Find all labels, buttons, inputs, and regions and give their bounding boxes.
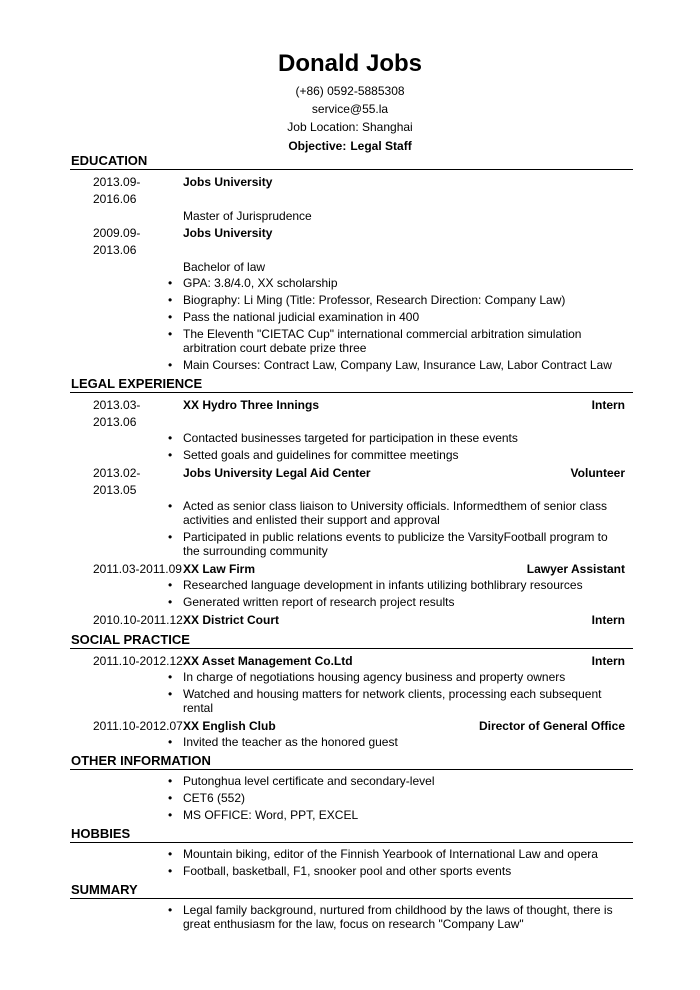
bullet-list — [168, 735, 633, 749]
entry-organization: XX English Club — [183, 719, 276, 733]
resume-section — [70, 752, 633, 822]
entry-header — [70, 397, 633, 431]
bullet-item: • Acted as senior class liaison to University officials. Informedthem of senior class activities and enlisted their support and approval — [168, 499, 625, 527]
bullet-list — [168, 431, 633, 462]
section-entries — [70, 843, 633, 878]
entry-role: Intern — [591, 398, 625, 412]
bullet-item: • MS OFFICE: Word, PPT, EXCEL — [168, 808, 625, 822]
bullet-item: • Participated in public relations events to publicize the VarsityFootball program to the surrounding community — [168, 530, 625, 558]
bullet-list — [168, 903, 633, 931]
section-entries — [70, 170, 633, 372]
entry — [70, 718, 633, 749]
bullet-list — [168, 499, 633, 558]
resume-sections — [70, 152, 633, 934]
bullet-item: • Main Courses: Contract Law, Company Law, Insurance Law, Labor Contract Law — [168, 358, 625, 372]
email-address: service@55.la — [311, 102, 389, 116]
entry-date-cell — [70, 174, 183, 208]
bullet-item: • In charge of negotiations housing agency business and property owners — [168, 670, 625, 684]
entry-date-cell — [70, 397, 183, 431]
entry-header — [70, 612, 633, 629]
entry-organization: Jobs University Legal Aid Center — [183, 466, 371, 480]
section-title: HOBBIES — [70, 825, 633, 843]
entry-role: Volunteer — [570, 466, 625, 480]
entry — [70, 653, 633, 715]
phone-number: (+86) 0592-5885308 — [295, 84, 405, 98]
candidate-name: Donald Jobs — [277, 50, 422, 77]
entry-date: 2011.03-2011.09 — [93, 562, 182, 576]
bullet-item: • Researched language development in infants utilizing bothlibrary resources — [168, 578, 625, 592]
entry-date: 2013.03-2013.06 — [93, 398, 141, 429]
entry-date: 2013.02-2013.05 — [93, 466, 141, 497]
entry-organization: Jobs University — [183, 175, 273, 189]
resume-section — [70, 152, 633, 372]
entry-date: 2009.09-2013.06 — [93, 226, 141, 257]
entry — [70, 847, 633, 878]
resume-section — [70, 375, 633, 629]
bullet-item: • Watched and housing matters for network clients, processing each subsequent rental — [168, 687, 625, 715]
bullet-list — [168, 276, 633, 372]
bullet-item: • Legal family background, nurtured from childhood by the laws of thought, there is great enthusiasm for the law, focus on research "Company Law" — [168, 903, 625, 931]
bullet-item: • CET6 (552) — [168, 791, 625, 805]
section-entries — [70, 770, 633, 822]
entry-header — [70, 225, 633, 259]
bullet-item: • Football, basketball, F1, snooker pool and other sports events — [168, 864, 625, 878]
bullet-list — [168, 774, 633, 822]
resume-header — [0, 0, 700, 155]
entry-role: Director of General Office — [478, 719, 625, 733]
objective-label: Objective: — [288, 139, 347, 153]
bullet-item: • The Eleventh "CIETAC Cup" international commercial arbitration simulation arbitration court debate prize three — [168, 327, 625, 355]
entry-organization: XX Law Firm — [183, 562, 256, 576]
entry-date: 2010.10-2011.12 — [93, 613, 183, 627]
entry-header — [70, 718, 633, 735]
section-entries — [70, 899, 633, 931]
entry — [70, 174, 633, 225]
bullet-item: • Mountain biking, editor of the Finnish Yearbook of International Law and opera — [168, 847, 625, 861]
entry-role: Intern — [591, 654, 625, 668]
entry — [70, 561, 633, 609]
entry — [70, 903, 633, 931]
entry-date: 2013.09-2016.06 — [93, 175, 141, 206]
entry-organization: XX Hydro Three Innings — [183, 398, 320, 412]
bullet-item: • Biography: Li Ming (Title: Professor, Research Direction: Company Law) — [168, 293, 625, 307]
resume-section — [70, 825, 633, 878]
section-title: OTHER INFORMATION — [70, 752, 633, 770]
bullet-item: • GPA: 3.8/4.0, XX scholarship — [168, 276, 625, 290]
entry-header — [70, 174, 633, 208]
entry-subtitle: Bachelor of law — [183, 260, 266, 274]
bullet-item: • Generated written report of research project results — [168, 595, 625, 609]
resume-section — [70, 881, 633, 931]
entry-date-cell — [70, 465, 183, 499]
entry-date-cell — [70, 561, 183, 578]
entry-organization: XX Asset Management Co.Ltd — [183, 654, 353, 668]
entry — [70, 225, 633, 372]
entry — [70, 612, 633, 629]
job-location: Job Location: Shanghai — [287, 120, 413, 134]
bullet-item: • Contacted businesses targeted for participation in these events — [168, 431, 625, 445]
entry — [70, 774, 633, 822]
section-entries — [70, 393, 633, 629]
bullet-item: • Pass the national judicial examination in 400 — [168, 310, 625, 324]
section-title: EDUCATION — [70, 152, 633, 170]
entry-header — [70, 653, 633, 670]
entry-organization: Jobs University — [183, 226, 273, 240]
bullet-item: • Setted goals and guidelines for committee meetings — [168, 448, 625, 462]
objective-value: Legal Staff — [350, 139, 412, 153]
entry-role: Intern — [591, 613, 625, 627]
entry-role: Lawyer Assistant — [526, 562, 625, 576]
entry-date-cell — [70, 718, 183, 735]
section-title: SUMMARY — [70, 881, 633, 899]
entry-date: 2011.10-2012.12 — [93, 654, 183, 668]
entry-organization: XX District Court — [183, 613, 280, 627]
section-title: SOCIAL PRACTICE — [70, 631, 633, 649]
entry — [70, 397, 633, 462]
entry-date-cell — [70, 225, 183, 259]
entry — [70, 465, 633, 558]
bullet-list — [168, 670, 633, 715]
section-title: LEGAL EXPERIENCE — [70, 375, 633, 393]
section-entries — [70, 649, 633, 749]
bullet-item: • Putonghua level certificate and secondary-level — [168, 774, 625, 788]
bullet-list — [168, 578, 633, 609]
entry-header — [70, 465, 633, 499]
resume-section — [70, 631, 633, 749]
entry-date-cell — [70, 653, 183, 670]
bullet-item: • Invited the teacher as the honored guest — [168, 735, 625, 749]
entry-subtitle: Master of Jurisprudence — [183, 209, 312, 223]
entry-header — [70, 561, 633, 578]
bullet-list — [168, 847, 633, 878]
entry-date: 2011.10-2012.07 — [93, 719, 183, 733]
entry-date-cell — [70, 612, 183, 629]
